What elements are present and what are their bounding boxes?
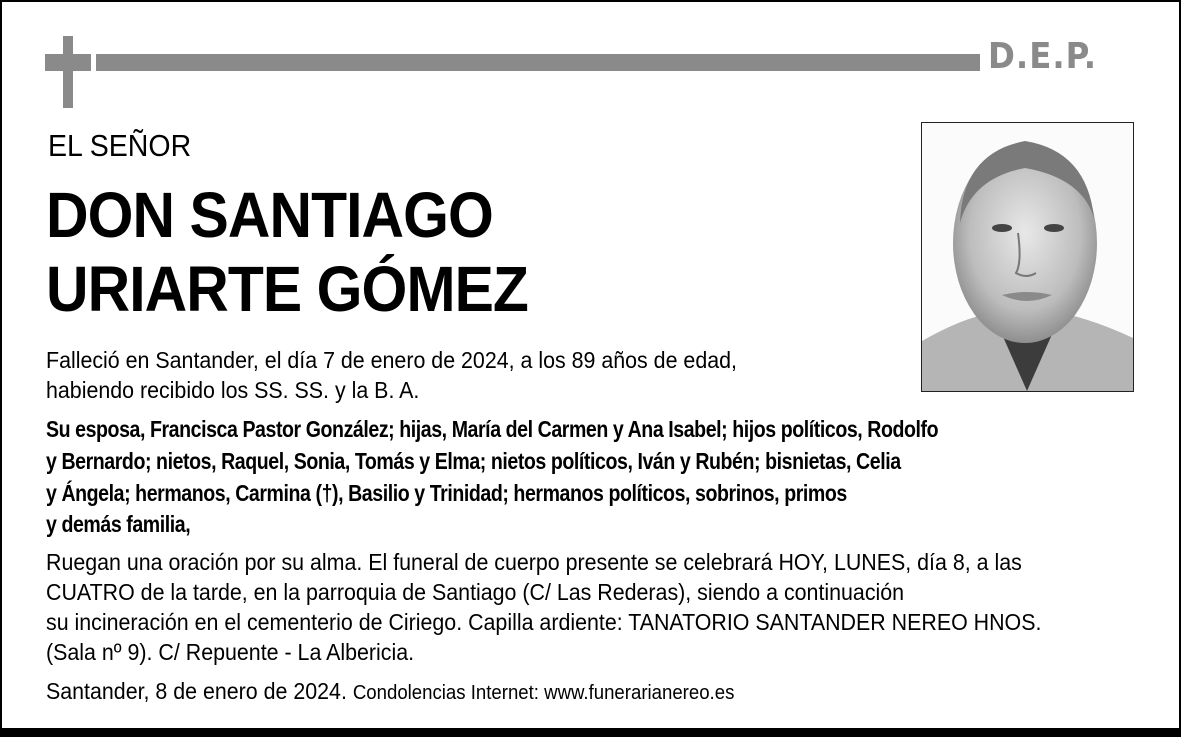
condolences-link[interactable]: Condolencias Internet: www.funerarianereo.es bbox=[352, 682, 735, 704]
bottom-border bbox=[0, 728, 1181, 737]
death-notice-line-1: Falleció en Santander, el día 7 de enero de 2024, a los 89 años de edad, bbox=[46, 347, 737, 373]
dep-label: D.E.P. bbox=[988, 36, 1098, 77]
place-date: Santander, 8 de enero de 2024. bbox=[46, 678, 347, 704]
funeral-line-2: CUATRO de la tarde, en la parroquia de Santiago (C/ Las Rederas), siendo a continuación bbox=[46, 579, 905, 605]
deceased-name bbox=[46, 178, 528, 326]
funeral-line-4: (Sala nº 9). C/ Repuente - La Albericia. bbox=[46, 639, 415, 665]
footer bbox=[46, 677, 734, 707]
portrait-photo bbox=[921, 122, 1134, 392]
funeral-line-3: su incineración en el cementerio de Ciriego. Capilla ardiente: TANATORIO SANTANDER NEREO HNOS. bbox=[46, 609, 1042, 635]
funeral-line-1: Ruegan una oración por su alma. El funeral de cuerpo presente se celebrará HOY, LUNES, día 8, a las bbox=[46, 549, 1022, 575]
family-line-2: y Bernardo; nietos, Raquel, Sonia, Tomás y Elma; nietos políticos, Iván y Rubén; bisnietas, Celia bbox=[46, 448, 901, 474]
honorific: EL SEÑOR bbox=[48, 128, 192, 163]
header-rule bbox=[96, 54, 980, 71]
death-notice-line-2: habiendo recibido los SS. SS. y la B. A. bbox=[46, 377, 420, 403]
portrait-image bbox=[922, 123, 1133, 391]
name-line-1: DON SANTIAGO bbox=[46, 179, 493, 251]
family-line-3: y Ángela; hermanos, Carmina (†), Basilio y Trinidad; hermanos políticos, sobrinos, primos bbox=[46, 480, 847, 506]
name-line-2: URIARTE GÓMEZ bbox=[46, 253, 528, 325]
family-line-4: y demás familia, bbox=[46, 511, 191, 537]
family-line-1: Su esposa, Francisca Pastor González; hijas, María del Carmen y Ana Isabel; hijos políticos, Rodolfo bbox=[46, 416, 939, 442]
